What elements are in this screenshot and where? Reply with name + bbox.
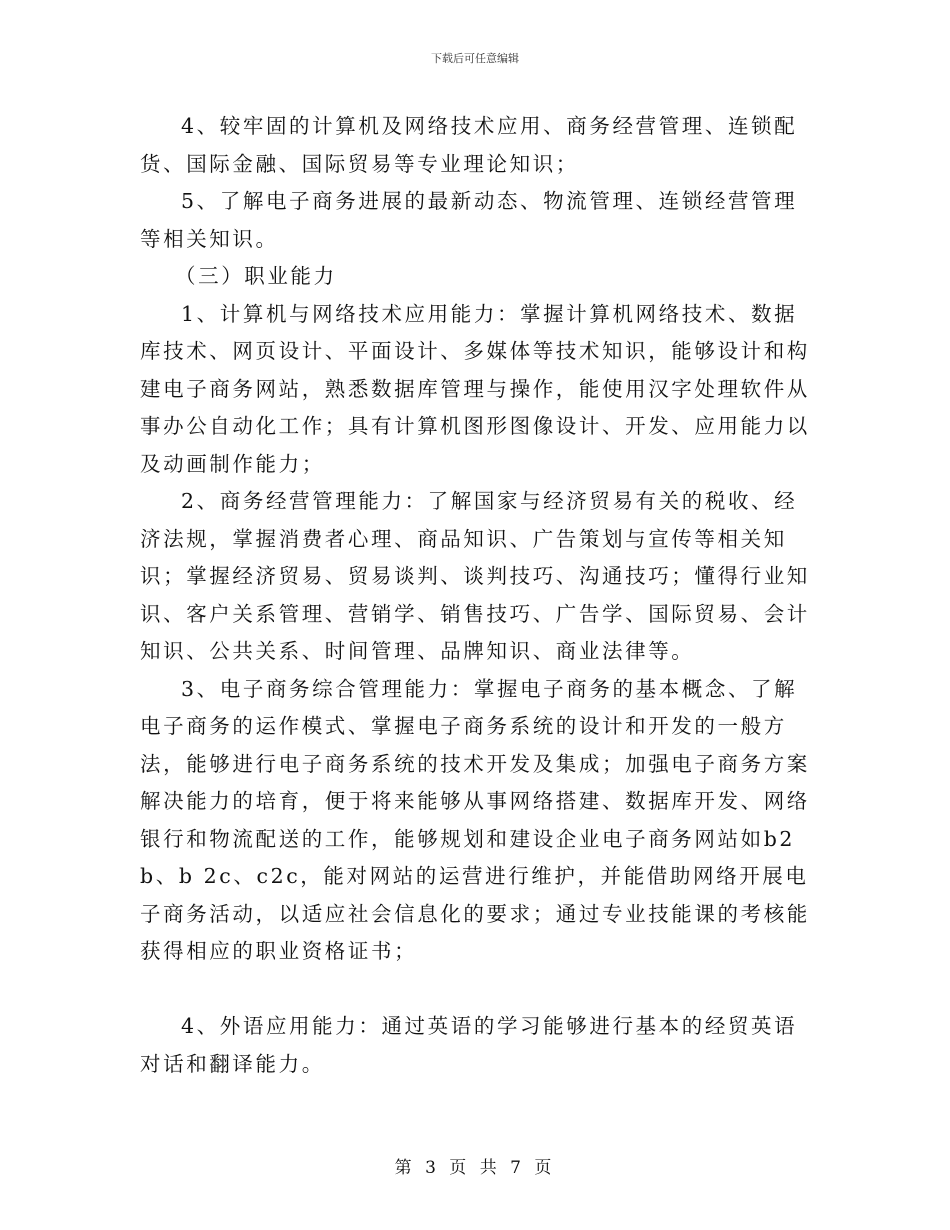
section-heading: （三）职业能力 (175, 264, 337, 288)
paragraph-ability-3: 3、电子商务综合管理能力：掌握电子商务的基本概念、了解电子商务的运作模式、掌握电子商务系统的设计和开发的一般方法，能够进行电子商务系统的技术开发及集成；加强电子商务方案解决能力的培育，便于将来能够从事网络搭建、数据库开发、网络银行和物流配送的工作，能够规划和建设企业电子商务网站如b2b、b 2c、c2c，能对网站的运营进行维护，并能借助网络开展电子商务活动，以适应社会信息化的要求；通过专业技能课的考核能获得相应的职业资格证书； (140, 676, 810, 963)
page-footer: 第 3 页 共 7 页 (394, 1158, 556, 1178)
paragraph-ability-1: 1、计算机与网络技术应用能力：掌握计算机网络技术、数据库技术、网页设计、平面设计、多媒体等技术知识，能够设计和构建电子商务网站，熟悉数据库管理与操作，能使用汉字处理软件从事办公自动化工作；具有计算机图形图像设计、开发、应用能力以及动画制作能力； (140, 301, 810, 476)
page-header: 下载后可任意编辑 (431, 52, 519, 65)
blank-line (140, 971, 812, 1009)
paragraph-knowledge-5: 5、了解电子商务进展的最新动态、物流管理、连锁经营管理等相关知识。 (140, 189, 798, 251)
paragraph-knowledge-4: 4、较牢固的计算机及网络技术应用、商务经营管理、连锁配货、国际金融、国际贸易等专业理论知识； (140, 114, 798, 176)
paragraph-ability-4: 4、外语应用能力：通过英语的学习能够进行基本的经贸英语对话和翻译能力。 (140, 1014, 798, 1076)
document-body (140, 108, 812, 1083)
paragraph-ability-2: 2、商务经营管理能力：了解国家与经济贸易有关的税收、经济法规，掌握消费者心理、商品知识、广告策划与宣传等相关知识；掌握经济贸易、贸易谈判、谈判技巧、沟通技巧；懂得行业知识、客户关系管理、营销学、销售技巧、广告学、国际贸易、会计知识、公共关系、时间管理、品牌知识、商业法律等。 (140, 489, 810, 663)
